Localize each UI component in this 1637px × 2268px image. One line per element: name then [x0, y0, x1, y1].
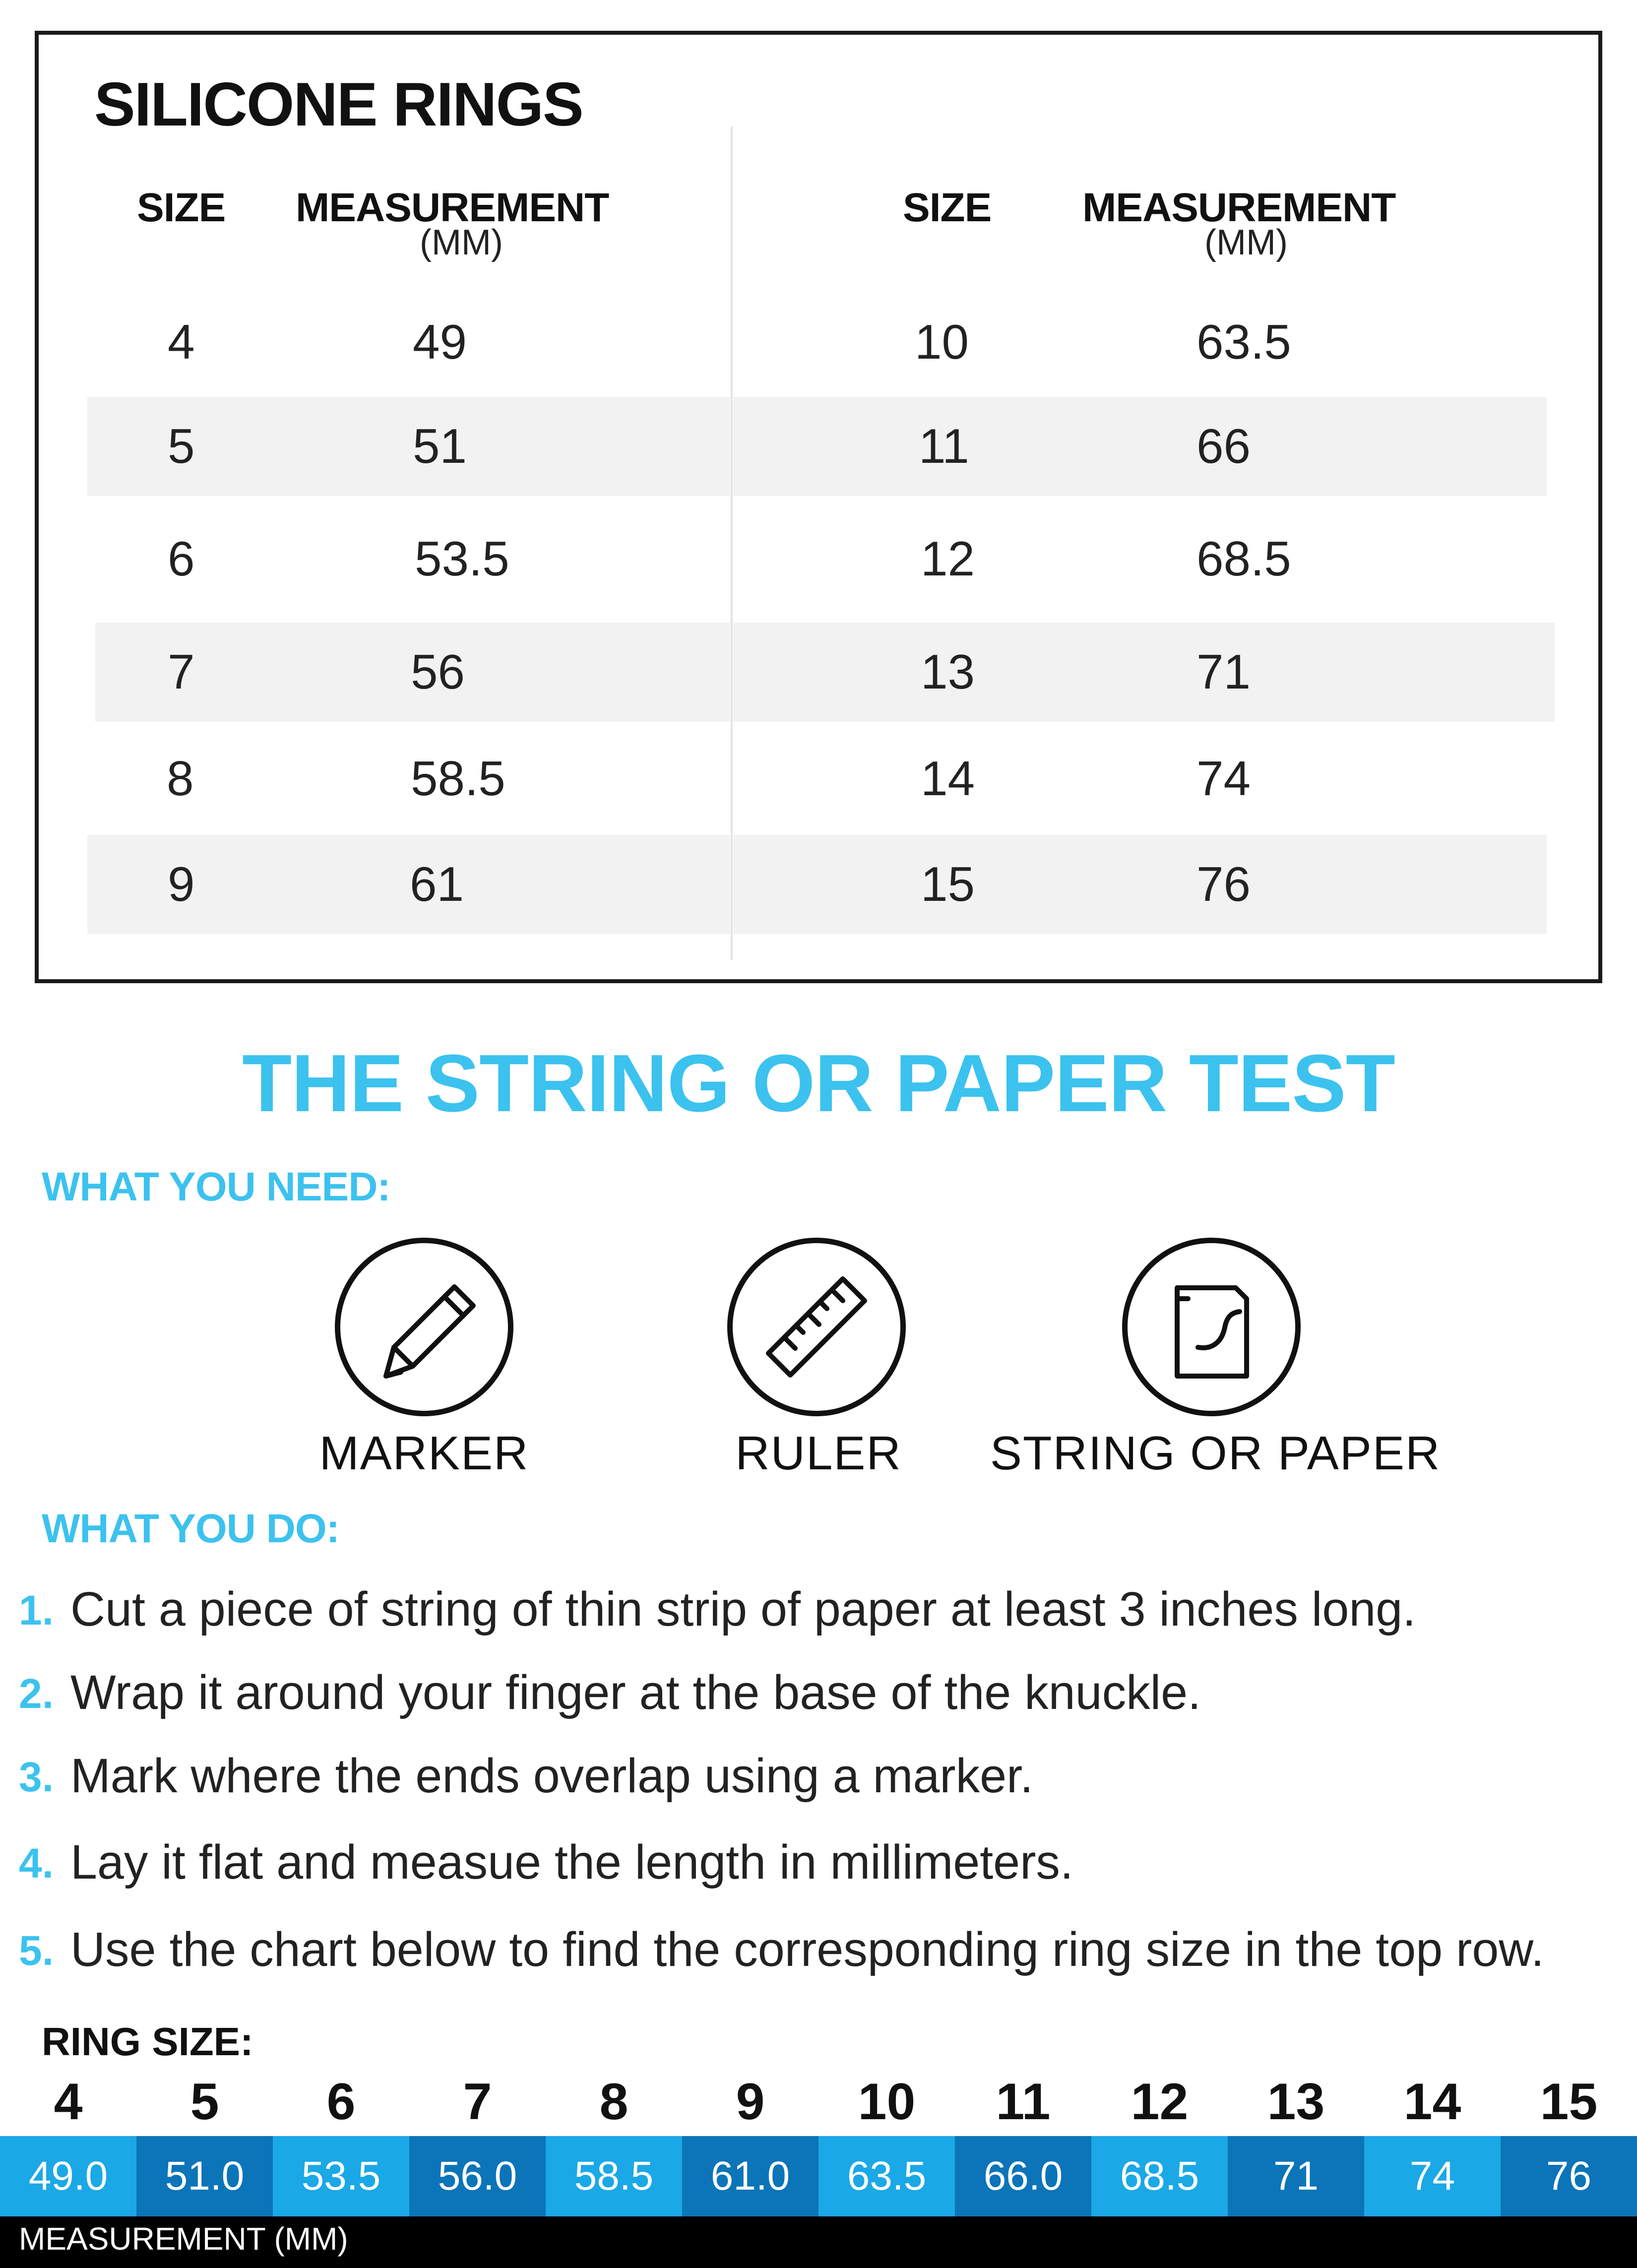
ring-size-number: 4: [54, 2073, 83, 2131]
measurement-cell: 68.5: [1091, 2136, 1228, 2216]
table-cell-size: 15: [921, 857, 975, 911]
table-cell-mm: 68.5: [1196, 531, 1291, 586]
measurement-cell: 56.0: [409, 2136, 546, 2216]
table-cell-mm: 71: [1196, 644, 1251, 699]
measurement-cell: 49.0: [0, 2136, 136, 2216]
what-you-need-label: WHAT YOU NEED:: [42, 1164, 390, 1209]
ring-size-number: 13: [1267, 2073, 1325, 2131]
measurement-cell: 61.0: [682, 2136, 818, 2216]
table-cell-mm: 53.5: [415, 531, 509, 586]
table-cell-mm: 66: [1196, 419, 1251, 473]
table-row-shade: [733, 397, 1547, 496]
tool-label-marker: MARKER: [319, 1427, 529, 1480]
ring-size-number: 10: [858, 2073, 916, 2131]
table-cell-size: 8: [167, 751, 194, 806]
ring-size-label: RING SIZE:: [42, 2019, 253, 2064]
table-cell-size: 12: [921, 531, 975, 586]
pencil-icon: [335, 1238, 513, 1416]
what-you-do-label: WHAT YOU DO:: [42, 1506, 339, 1551]
table-cell-mm: 61: [410, 857, 464, 911]
ring-size-number: 6: [326, 2073, 356, 2131]
step-text: Mark where the ends overlap using a marker.: [70, 1749, 1033, 1803]
header-unit-right: (MM): [1204, 223, 1288, 262]
ring-size-number: 5: [190, 2073, 219, 2131]
measurement-cell: 66.0: [955, 2136, 1091, 2216]
header-unit-left: (MM): [420, 223, 503, 262]
ring-size-number: 8: [599, 2073, 629, 2131]
measurement-cell: 74: [1364, 2136, 1501, 2216]
table-cell-mm: 51: [413, 419, 467, 473]
paper-icon: [1122, 1238, 1301, 1416]
column-divider: [731, 126, 733, 960]
ring-size-number: 12: [1131, 2073, 1189, 2131]
measurement-cell: 53.5: [273, 2136, 409, 2216]
step-text: Cut a piece of string of thin strip of paper at least 3 inches long.: [70, 1582, 1416, 1636]
table-cell-size: 11: [919, 419, 969, 473]
step-number: 1.: [19, 1587, 54, 1634]
step-number: 3.: [19, 1754, 54, 1800]
measurement-cell: 63.5: [818, 2136, 955, 2216]
header-measurement-right: MEASUREMENT: [1082, 185, 1396, 230]
table-cell-size: 5: [168, 419, 195, 473]
table-cell-mm: 76: [1196, 857, 1251, 911]
header-size-right: SIZE: [903, 185, 992, 230]
table-cell-mm: 49: [413, 315, 467, 369]
measurement-cell: 76: [1501, 2136, 1637, 2216]
ring-size-number: 9: [736, 2073, 765, 2131]
table-cell-size: 14: [921, 751, 975, 806]
ring-size-number: 7: [463, 2073, 492, 2131]
table-cell-mm: 63.5: [1196, 315, 1291, 369]
step-text: Lay it flat and measue the length in millimeters.: [70, 1835, 1073, 1889]
table-cell-size: 13: [921, 644, 975, 699]
step-text: Wrap it around your finger at the base of the knuckle.: [70, 1665, 1201, 1719]
test-title: THE STRING OR PAPER TEST: [242, 1038, 1395, 1129]
table-cell-mm: 56: [411, 644, 465, 699]
table-cell-size: 4: [168, 315, 195, 369]
table-cell-size: 7: [168, 644, 195, 699]
table-cell-mm: 58.5: [411, 751, 505, 806]
table-title: SILICONE RINGS: [94, 70, 583, 139]
tool-label-ruler: RULER: [735, 1427, 902, 1480]
ring-size-number: 11: [996, 2073, 1051, 2131]
ruler-icon: [727, 1238, 906, 1416]
header-measurement-left: MEASUREMENT: [296, 185, 609, 230]
table-row-shade: [733, 623, 1555, 722]
table-cell-size: 6: [168, 531, 195, 586]
ring-size-number: 14: [1403, 2073, 1461, 2131]
step-number: 2.: [19, 1670, 54, 1717]
footer-measurement-label: MEASUREMENT (MM): [19, 2221, 348, 2257]
measurement-cell: 51.0: [136, 2136, 273, 2216]
measurement-strip: [0, 2136, 1637, 2216]
step-number: 4.: [19, 1840, 54, 1887]
step-number: 5.: [19, 1927, 54, 1974]
tool-label-string-or-paper: STRING OR PAPER: [990, 1427, 1441, 1480]
table-cell-size: 10: [915, 315, 969, 369]
measurement-cell: 58.5: [546, 2136, 682, 2216]
table-cell-size: 9: [168, 857, 195, 911]
header-size-left: SIZE: [137, 185, 226, 230]
table-row-shade: [733, 835, 1547, 934]
step-text: Use the chart below to find the corresponding ring size in the top row.: [70, 1922, 1544, 1976]
table-cell-mm: 74: [1196, 751, 1251, 806]
ring-size-number: 15: [1540, 2073, 1598, 2131]
measurement-cell: 71: [1228, 2136, 1364, 2216]
